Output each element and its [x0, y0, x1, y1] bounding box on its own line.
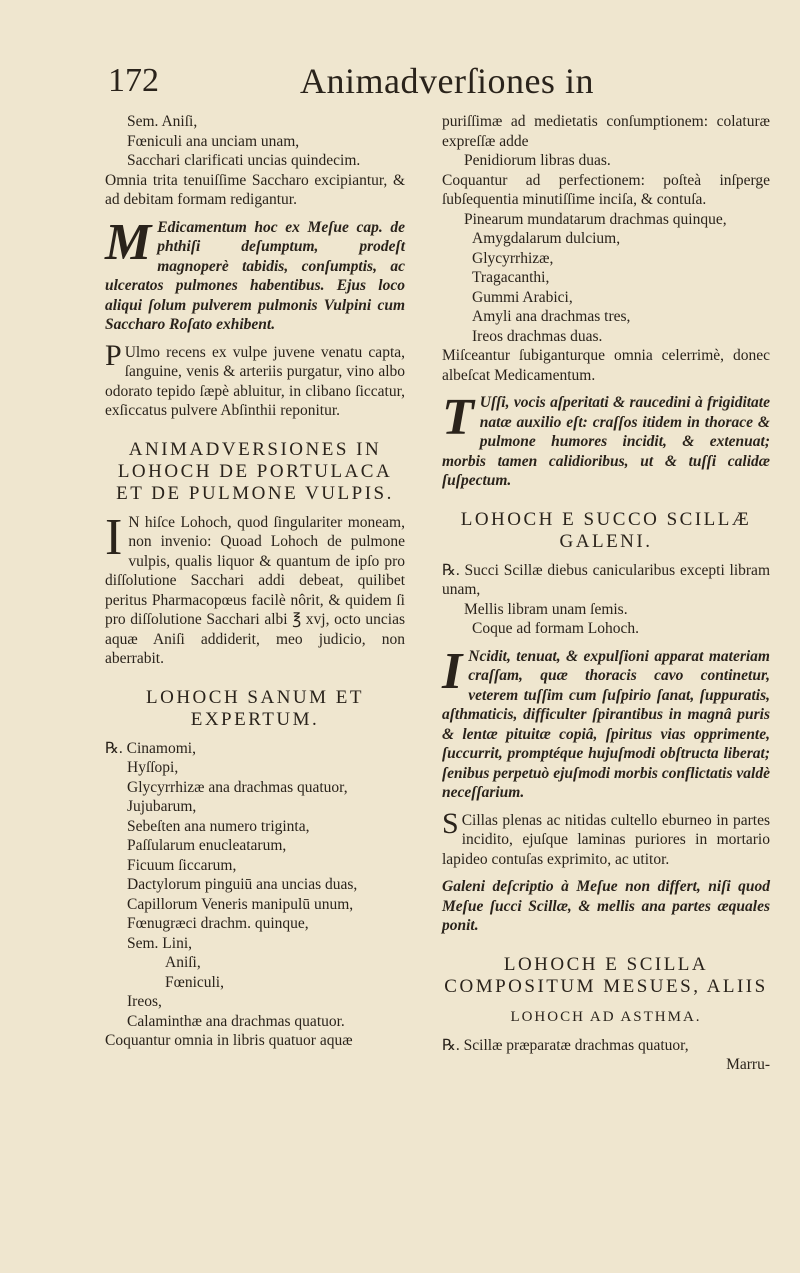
ingredient-line: Pinearum mundatarum drachmas quinque, — [464, 210, 727, 228]
recipe-line: Fœniculi, — [165, 973, 224, 991]
recipe-line: Calaminthæ ana drachmas quatuor. — [127, 1012, 345, 1030]
paragraph-medicamentum — [105, 213, 405, 335]
ingredient-line: Gummi Arabici, — [472, 288, 573, 306]
paragraph-text: Ulmo recens ex vulpe juvene venatu capta, ſanguine, venis & arteriis purgatur, vino albo odorato tepido ſæpè abluitur, in clibano ſiccatur, exſiccatus pulvere Abſinthii reponitur. — [105, 343, 405, 419]
running-title: Animadverſiones in — [300, 61, 594, 101]
drop-cap: T — [442, 389, 474, 446]
section-heading: LOHOCH SANUM ET EXPERTUM. — [146, 686, 364, 730]
recipe-line: Mellis libram unam ſemis. — [464, 600, 628, 618]
section-subheading: LOHOCH AD ASTHMA. — [510, 1008, 702, 1025]
paragraph-text: Cillas plenas ac nitidas cultello eburneo in partes incidito, ejuſque laminas puriores in mortario lapideo contuſas exprimito, ac utitor. — [442, 811, 770, 868]
recipe-line: Hyſſopi, — [127, 759, 179, 776]
ingredient-line: Amyli ana drachmas tres, — [472, 308, 631, 325]
recipe-line: Ficuum ſiccarum, — [127, 856, 237, 874]
drop-cap: P — [105, 338, 122, 372]
text-line: Sem. Aniſi, — [127, 113, 198, 130]
recipe-line: ℞. Scillæ præparatæ drachmas quatuor, — [442, 1036, 689, 1054]
paragraph-text: Ncidit, tenuat, & expulſioni apparat materiam craſſam, quæ thoracis cavo continetur, veterem tuſſim cum ſuſpirio ſanat, ſuppuratis, aſthmaticis, difficulter ſpirantibus in magnâ puris & lentæ pituitæ copiâ, ſpiritus vias opprimente, ſuccurrit, promptéque hujuſmodi obſtructa liberat; ſenibus perpetuò ejuſmodi morbis conflictatis valdè neceſſarium. — [442, 647, 770, 801]
text-line: Penidiorum libras duas. — [464, 152, 611, 169]
recipe-line: Capillorum Veneris manipulū unum, — [127, 895, 354, 913]
paragraph-scillas — [442, 806, 770, 870]
paragraph-text: N hiſce Lohoch, quod ſingulariter moneam, non invenio: Quoad Lohoch de pulmone vulpis, qualis liquor & quantum de ipſo pro diſſolutione Sacchari addi debeat, quilibet peritus Pharmacopœus facilè nôrit, & quidem ſi pro diſſolutione Sacchari albi ℥ xvj, octo uncias aquæ Aniſi addiderit, meo judicio, non aberrabit. — [105, 513, 405, 667]
recipe-line: ℞. Succi Scillæ diebus canicularibus excepti libram unam, — [442, 561, 770, 598]
ingredient-line: Amygdalarum dulcium, — [472, 230, 621, 247]
section-heading: LOHOCH E SUCCO SCILLÆ GALENI. — [460, 508, 752, 552]
text-line: puriſſimæ ad medietatis conſumptionem: colaturæ expreſſæ adde — [442, 113, 770, 150]
recipe-line: Aniſi, — [165, 954, 201, 971]
drop-cap: M — [105, 213, 152, 271]
recipe-line: Paſſularum enucleatarum, — [127, 837, 287, 854]
paragraph-in-hisce — [105, 508, 405, 669]
paragraph-galeni: Galeni deſcriptio à Meſue non differt, niſi quod Meſue ſucci Scillæ, & mellis ana partes æquales ponit. — [442, 878, 770, 934]
section-heading: ANIMADVERSIONES IN LOHOCH DE PORTULACA ET DE PULMONE VULPIS. — [116, 438, 394, 504]
paragraph-text: Uſſi, vocis aſperitati & raucedini à frigiditate natæ auxilio eſt: craſſos itidem in thorace & pulmone humores incidit, & extenuat; morbis tamen calidioribus, ut & tuſſi calidæ ſuſpectum. — [442, 394, 770, 489]
recipe-line: Jujubarum, — [127, 798, 197, 815]
recipe-line: Sebeſten ana numero triginta, — [127, 817, 310, 835]
text-line: Coquantur ad perfectionem: poſteà inſperge ſubſequentia minutiſſime inciſa, & contuſa. — [442, 171, 770, 208]
recipe-line: Fœnugræci drachm. quinque, — [127, 915, 309, 932]
recipe-line: ℞. Cinamomi, — [105, 739, 196, 757]
ingredient-line: Ireos drachmas duas. — [472, 327, 603, 345]
recipe-line: Coque ad formam Lohoch. — [472, 620, 640, 637]
recipe-line: Sem. Lini, — [127, 934, 193, 952]
catchword: Marru- — [726, 1056, 770, 1073]
page-number: 172 — [108, 62, 159, 99]
ingredient-line: Glycyrrhizæ, — [472, 249, 554, 267]
drop-cap: I — [105, 508, 123, 566]
paragraph-misceantur: Miſceantur ſubiganturque omnia celerrimè, donec albeſcat Medicamentum. — [442, 347, 770, 384]
recipe-line: Dactylorum pinguiū ana uncias duas, — [127, 876, 358, 893]
recipe-line: Ireos, — [127, 993, 162, 1010]
recipe-line: Glycyrrhizæ ana drachmas quatuor, — [127, 778, 348, 796]
recipe-line: Coquantur omnia in libris quatuor aquæ — [105, 1032, 353, 1049]
section-heading: LOHOCH E SCILLA COMPOSITUM MESUES, ALIIS — [444, 953, 768, 997]
drop-cap: S — [442, 806, 459, 840]
right-column — [442, 112, 770, 1075]
paragraph-text: Edicamentum hoc ex Meſue cap. de phthiſi deſumptum, prodeſt magnoperè tabidis, conſumptis, ac ulceratos pulmones habentibus. Ejus loco aliqui ſolum pulverem pulmonis Vulpini cum Saccharo Roſato exhibent. — [105, 218, 405, 333]
paragraph-tussi — [442, 389, 770, 491]
left-column — [105, 112, 405, 1051]
paragraph-incidit — [442, 642, 770, 803]
drop-cap: I — [442, 642, 463, 700]
ingredient-line: Tragacanthi, — [472, 269, 550, 286]
text-line: Fœniculi ana unciam unam, — [127, 132, 300, 150]
paragraph-pulmo — [105, 338, 405, 421]
text-line: Sacchari clarificati uncias quindecim. — [127, 152, 361, 169]
paragraph-omnia: Omnia trita tenuiſſime Saccharo excipiantur, & ad debitam formam redigantur. — [105, 171, 405, 208]
